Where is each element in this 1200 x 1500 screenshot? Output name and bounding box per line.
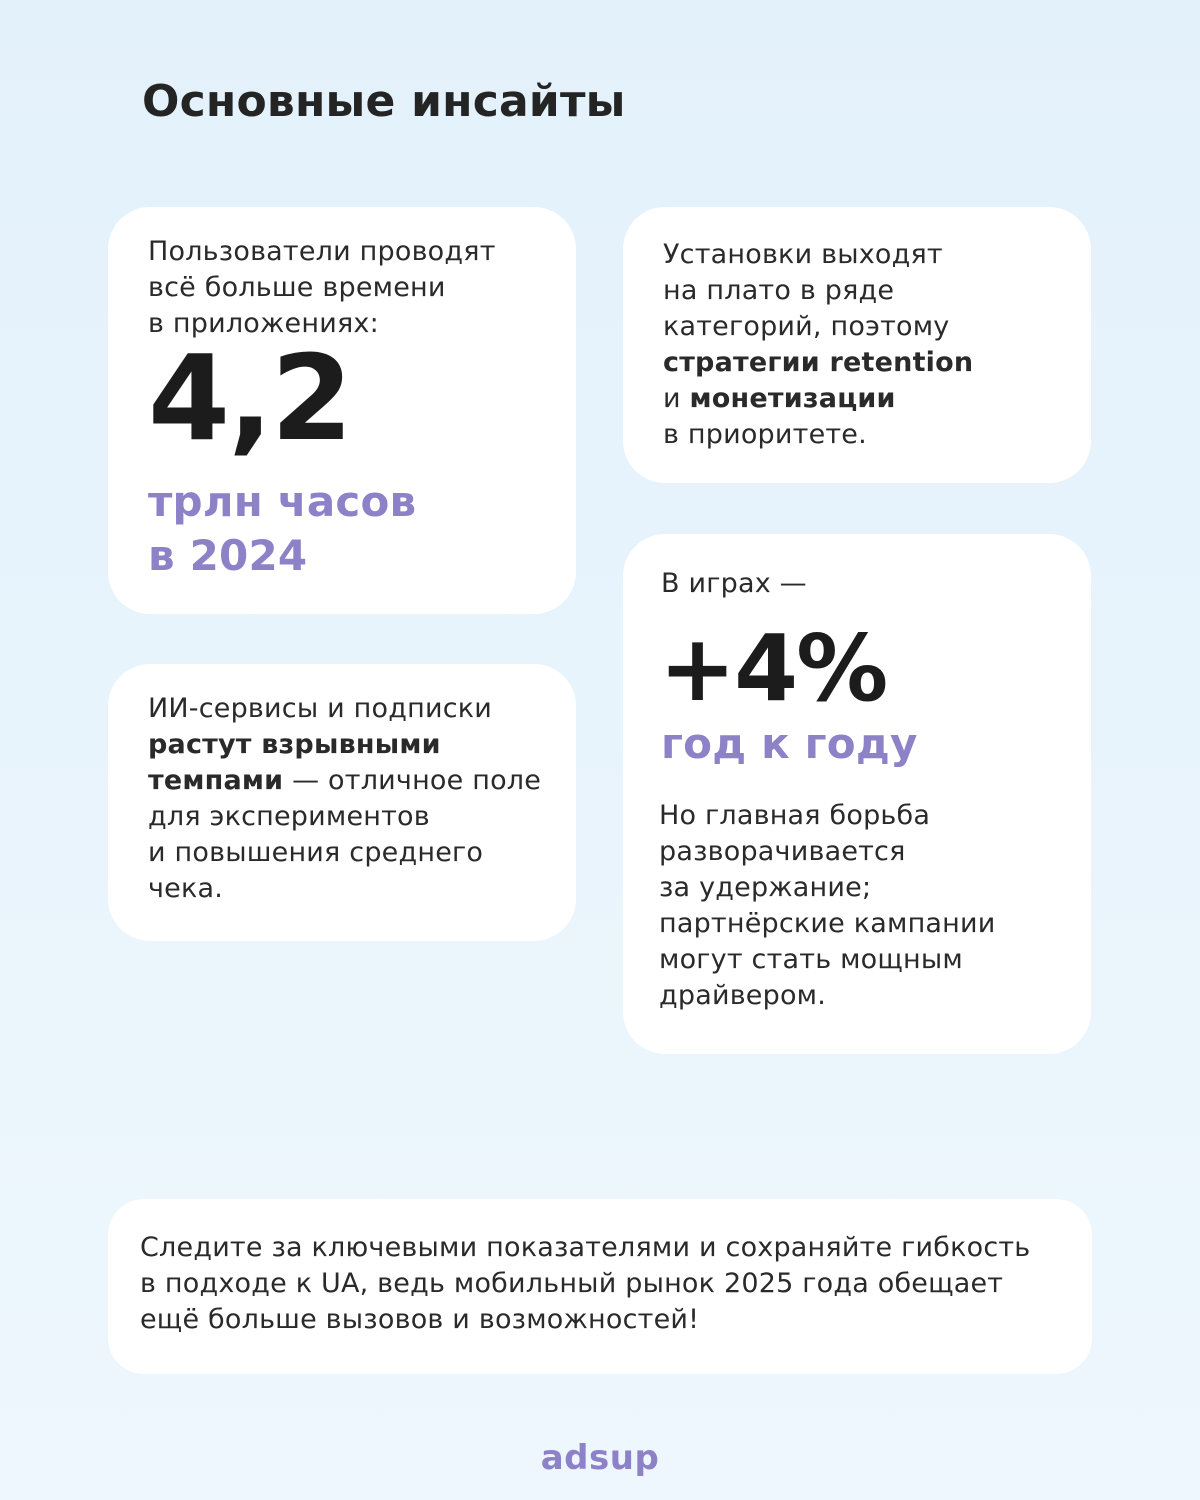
games-line: драйвером. <box>659 980 827 1011</box>
games-intro: В играх — <box>661 568 807 599</box>
ai-highlight: темпами <box>148 765 284 796</box>
games-line: партнёрские кампании <box>659 908 996 939</box>
footer-text <box>140 1230 1030 1338</box>
ai-line-rest: — отличное поле <box>283 765 542 796</box>
ai-line: ИИ-сервисы и подписки <box>148 693 493 724</box>
time-spent-line: Пользователи проводят <box>148 236 496 267</box>
installs-line: категорий, поэтому <box>663 311 950 342</box>
installs-line: Установки выходят <box>663 239 943 270</box>
games-line: Но главная борьба <box>659 800 931 831</box>
games-growth-unit: год к году <box>661 719 918 768</box>
page-title: Основные инсайты <box>142 76 626 127</box>
time-spent-unit <box>148 475 416 583</box>
time-spent-number: 4,2 <box>148 329 352 467</box>
adsup-logo: adsup <box>540 1438 660 1478</box>
installs-line: в приоритете. <box>663 419 867 450</box>
installs-highlight: монетизации <box>689 383 896 414</box>
time-spent-unit-line: в 2024 <box>148 531 308 580</box>
ai-line <box>148 727 541 763</box>
ai-line: и повышения среднего <box>148 837 484 868</box>
ai-line: для экспериментов <box>148 801 430 832</box>
footer-card <box>108 1199 1092 1374</box>
installs-line <box>663 345 973 381</box>
time-spent-line: в приложениях: <box>148 308 379 339</box>
footer-line: в подходе к UA, ведь мобильный рынок 2025 года обещает <box>140 1268 1004 1299</box>
footer-line: Следите за ключевыми показателями и сохраняйте гибкость <box>140 1232 1031 1263</box>
games-description <box>659 798 996 1014</box>
installs-description <box>663 237 973 453</box>
ai-line: чека. <box>148 873 223 904</box>
installs-highlight: стратегии retention <box>663 347 974 378</box>
installs-line: на плато в ряде <box>663 275 895 306</box>
ai-line <box>148 763 541 799</box>
insight-card-games <box>623 534 1091 1054</box>
insight-card-installs <box>623 207 1091 483</box>
ai-services-description <box>148 691 541 907</box>
insight-card-time-spent <box>108 207 576 614</box>
games-line: за удержание; <box>659 872 872 903</box>
installs-line-prefix: и <box>663 383 690 414</box>
games-line: могут стать мощным <box>659 944 963 975</box>
time-spent-unit-line: трлн часов <box>148 477 417 526</box>
ai-highlight: растут взрывными <box>148 729 441 760</box>
games-line: разворачивается <box>659 836 906 867</box>
games-growth-number: +4% <box>659 615 887 722</box>
footer-line: ещё больше вызовов и возможностей! <box>140 1304 700 1335</box>
installs-line <box>663 381 973 417</box>
time-spent-line: всё больше времени <box>148 272 446 303</box>
time-spent-description <box>148 234 496 342</box>
insight-card-ai-services <box>108 664 576 941</box>
